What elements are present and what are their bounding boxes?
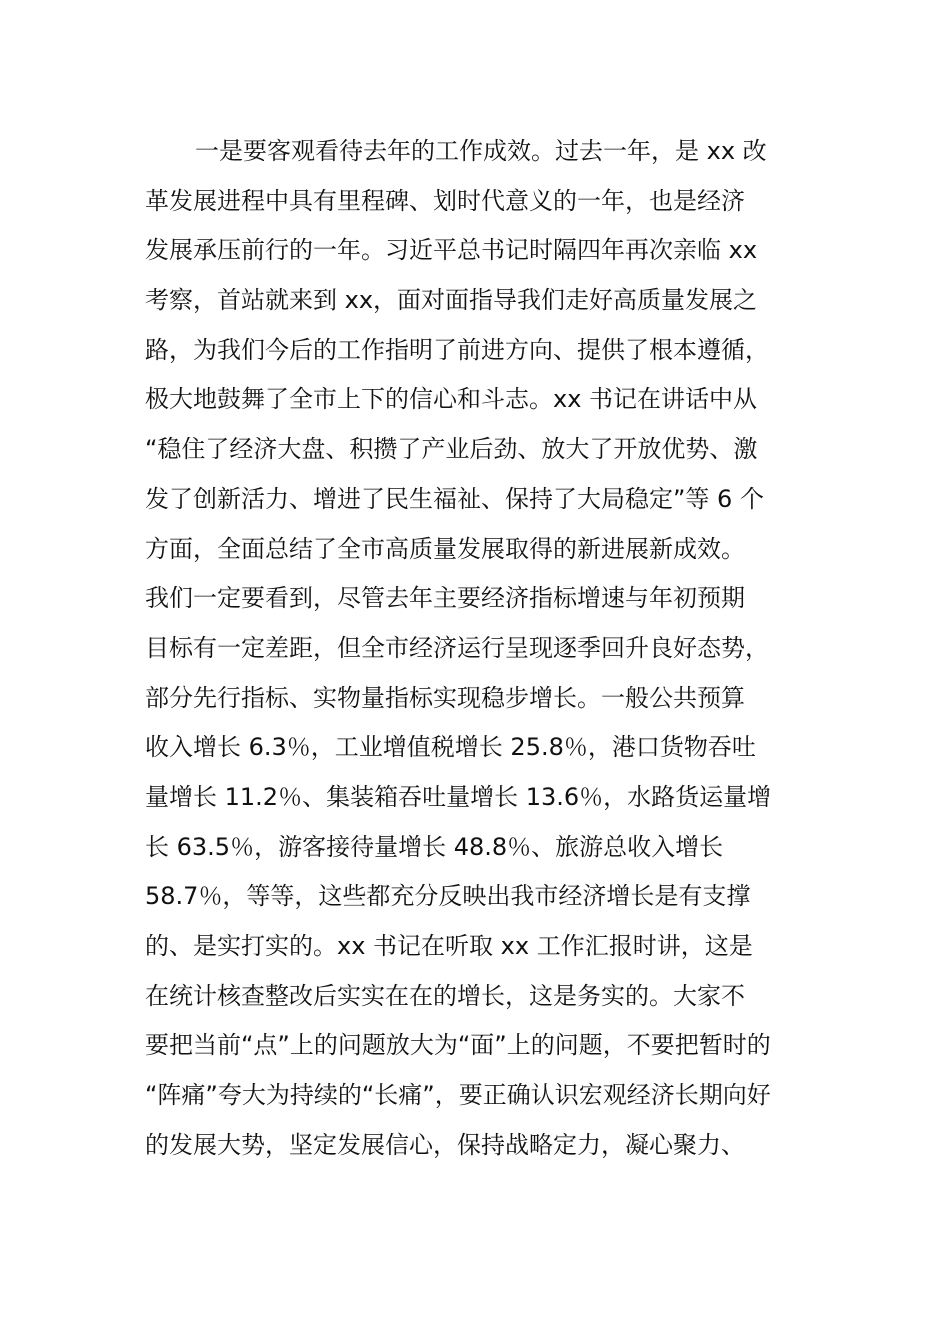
paragraph-line-13: 收入增长 6.3％，工业增值税增长 25.8％，港口货物吞吐 — [145, 733, 756, 762]
paragraph-line-12: 部分先行指标、实物量指标实现稳步增长。一般公共预算 — [145, 683, 745, 712]
paragraph-line-9: 方面，全面总结了全市高质量发展取得的新进展新成效。 — [145, 534, 745, 563]
paragraph-line-10: 我们一定要看到，尽管去年主要经济指标增速与年初预期 — [145, 584, 745, 613]
paragraph-line-1: 一是要客观看待去年的工作成效。过去一年，是 xx 改 — [195, 137, 767, 165]
paragraph-line-3: 发展承压前行的一年。习近平总书记时隔四年再次亲临 xx — [145, 236, 758, 265]
paragraph-line-17: 的、是实打实的。xx 书记在听取 xx 工作汇报时讲，这是 — [145, 932, 753, 960]
body-paragraph — [145, 127, 810, 1170]
paragraph-line-4: 考察，首站就来到 xx，面对面指导我们走好高质量发展之 — [145, 286, 758, 315]
paragraph-line-8: 发了创新活力、增进了民生福祉、保持了大局稳定”等 6 个 — [145, 484, 764, 513]
paragraph-line-16: 58.7％，等等，这些都充分反映出我市经济增长是有支撑 — [145, 882, 751, 911]
paragraph-line-5: 路，为我们今后的工作指明了前进方向、提供了根本遵循， — [145, 335, 769, 364]
paragraph-line-20: “阵痛”夸大为持续的“长痛”，要正确认识宏观经济长期向好 — [145, 1081, 771, 1110]
paragraph-line-6: 极大地鼓舞了全市上下的信心和斗志。xx 书记在讲话中从 — [145, 385, 758, 414]
paragraph-line-19: 要把当前“点”上的问题放大为“面”上的问题，不要把暂时的 — [145, 1031, 771, 1060]
paragraph-line-15: 长 63.5％，游客接待量增长 48.8％、旅游总收入增长 — [145, 832, 724, 861]
paragraph-line-2: 革发展进程中具有里程碑、划时代意义的一年，也是经济 — [145, 186, 745, 215]
paragraph-line-7: “稳住了经济大盘、积攒了产业后劲、放大了开放优势、激 — [145, 435, 758, 464]
paragraph-line-21: 的发展大势，坚定发展信心，保持战略定力，凝心聚力、 — [145, 1130, 745, 1159]
paragraph-line-14: 量增长 11.2％、集装箱吞吐量增长 13.6％，水路货运量增 — [145, 782, 772, 811]
paragraph-line-18: 在统计核查整改后实实在在的增长，这是务实的。大家不 — [145, 981, 745, 1010]
paragraph-line-11: 目标有一定差距，但全市经济运行呈现逐季回升良好态势， — [145, 633, 769, 662]
